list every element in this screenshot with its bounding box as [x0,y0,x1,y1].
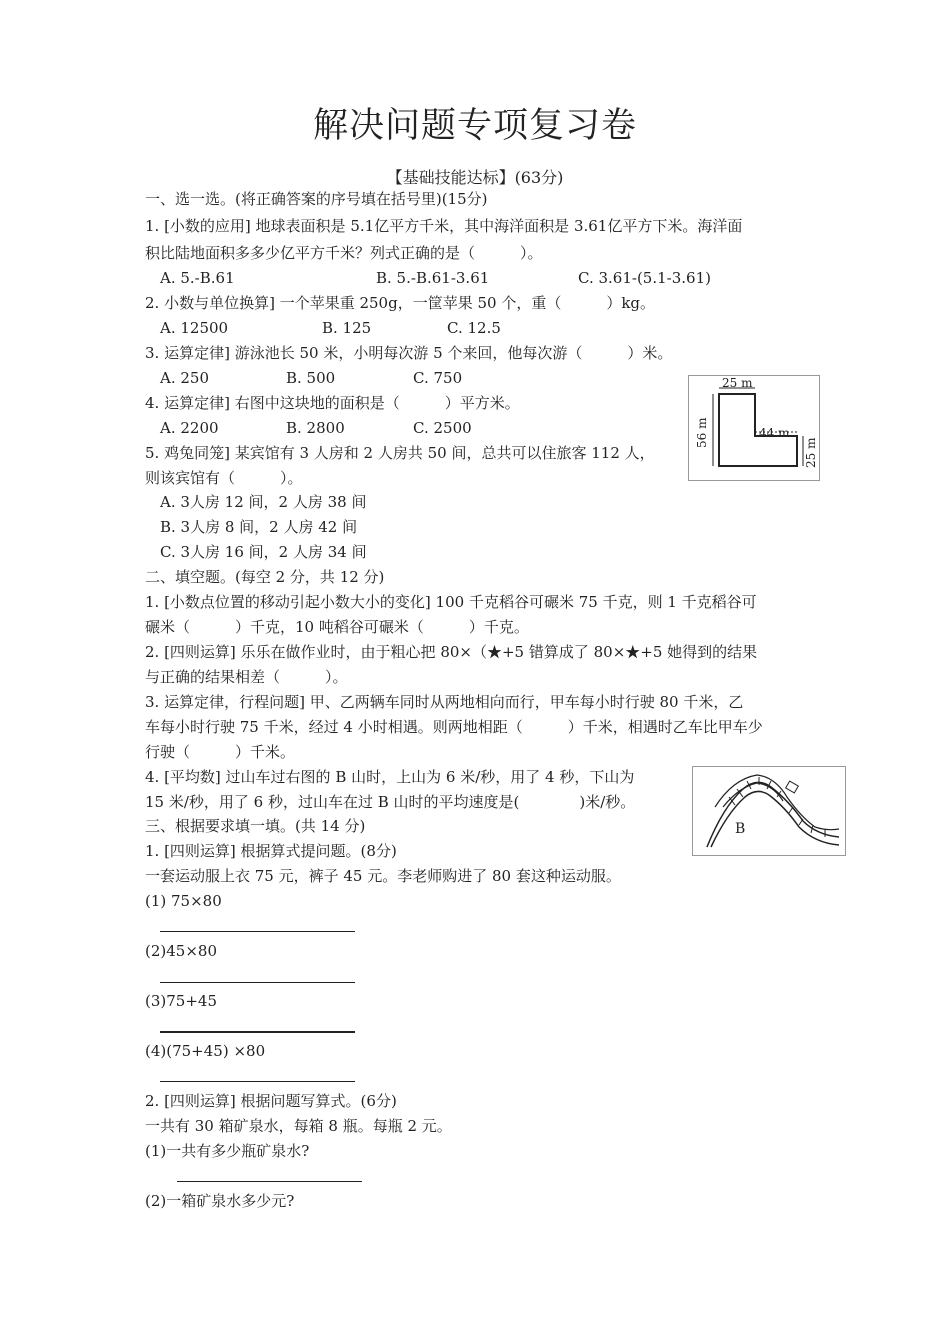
p2-q3-line2: 车每小时行驶 75 千米，经过 4 小时相遇。则两地相距（ ）千米，相遇时乙车比甲车少 [145,718,763,736]
p1-q3-option-a: A. 250 [160,369,209,387]
p3-q1-item-1: (1) 75×80 [145,892,222,910]
figure-label-b: B [735,821,746,837]
p1-q2-option-c: C. 12.5 [447,319,501,337]
figure-label-top: 25 m [722,376,753,390]
p1-q2-option-b: B. 125 [322,319,372,337]
p1-q1-line2: 积比陆地面积多多少亿平方千米？列式正确的是（ ）。 [145,244,543,262]
p3-q1-item-3: (3)75+45 [145,992,217,1010]
p3-q2-item-1: (1)一共有多少瓶矿泉水? [145,1142,310,1160]
p1-q2: 2. 小数与单位换算] 一个苹果重 250g，一筐苹果 50 个，重（ ）kg。 [145,294,656,312]
p2-q1-line2: 碾米（ ）千克，10 吨稻谷可碾米（ ）千克。 [145,618,529,636]
p2-q3-line3: 行驶（ ）千米。 [145,743,296,761]
p3-q2-item-2: (2)一箱矿泉水多少元? [145,1192,295,1210]
p1-q3-option-c: C. 750 [413,369,463,387]
p2-q2-line2: 与正确的结果相差（ ）。 [145,668,348,686]
p1-q3: 3. 运算定律] 游泳池长 50 米，小明每次游 5 个来回，他每次游（ ）米。 [145,344,673,362]
figure-label-left: 56 m [695,417,709,448]
p2-q1-line1: 1. [小数点位置的移动引起小数大小的变化] 100 千克稻谷可碾米 75 千克，则 1 千克稻谷可 [145,593,757,611]
p1-q4-option-b: B. 2800 [286,419,345,437]
p2-q4-line2: 15 米/秒，用了 6 秒，过山车在过 B 山时的平均速度是( )米/秒。 [145,793,636,811]
p2-q3-line1: 3. 运算定律，行程问题] 甲、乙两辆车同时从两地相向而行，甲车每小时行驶 80 千米，乙 [145,693,744,711]
answer-line [160,1031,355,1033]
p3-q2-context: 一共有 30 箱矿泉水，每箱 8 瓶。每瓶 2 元。 [145,1117,452,1135]
figure-label-right: 25 m [804,437,818,468]
p3-q1-heading: 1. [四则运算] 根据算式提问题。(8分) [145,842,397,860]
p1-q2-option-a: A. 12500 [160,319,229,337]
l-shape-figure [688,375,820,481]
p2-q4-line1: 4. [平均数] 过山车过右图的 B 山时，上山为 6 米/秒，用了 4 秒，下山为 [145,768,635,786]
answer-line [160,982,355,983]
section-heading: 【基础技能达标】(63分) [386,168,564,187]
p1-q1-option-b: B. 5.-B.61-3.61 [376,269,490,287]
p1-q3-option-b: B. 500 [286,369,336,387]
p1-q5-line1: 5. 鸡兔同笼] 某宾馆有 3 人房和 2 人房共 50 间，总共可以住旅客 112 人， [145,444,655,462]
p1-q1-option-c: C. 3.61-(5.1-3.61) [578,269,711,287]
roller-coaster-figure [692,766,846,856]
p3-q1-item-2: (2)45×80 [145,942,217,960]
figure-label-middle: 44 m [759,426,790,440]
p3-q2-heading: 2. [四则运算] 根据问题写算式。(6分) [145,1092,397,1110]
answer-line [177,1181,362,1182]
part1-heading: 一、选一选。(将正确答案的序号填在括号里)(15分) [145,190,488,208]
p3-q1-item-4: (4)(75+45) ×80 [145,1042,266,1060]
p1-q4-option-c: C. 2500 [413,419,472,437]
p1-q5-option-c: C. 3人房 16 间，2 人房 34 间 [160,543,367,561]
p1-q1-option-a: A. 5.-B.61 [160,269,235,287]
p3-q1-context: 一套运动服上衣 75 元，裤子 45 元。李老师购进了 80 套这种运动服。 [145,867,621,885]
p1-q5-option-b: B. 3人房 8 间，2 人房 42 间 [160,518,358,536]
page-title: 解决问题专项复习卷 [312,106,637,146]
roller-coaster-diagram [693,767,845,855]
p1-q4-option-a: A. 2200 [160,419,219,437]
p1-q1-line1: 1. [小数的应用] 地球表面积是 5.1亿平方千米，其中海洋面积是 3.61亿平方下米。海洋面 [145,217,743,235]
p2-q2-line1: 2. [四则运算] 乐乐在做作业时，由于粗心把 80×（★+5 错算成了 80×★+5 她得到的结果 [145,643,758,661]
part3-heading: 三、根据要求填一填。(共 14 分) [145,817,366,835]
part2-heading: 二、填空题。(每空 2 分，共 12 分) [145,568,385,586]
p1-q5-option-a: A. 3人房 12 间，2 人房 38 间 [160,493,367,511]
answer-line [160,931,355,932]
p1-q5-line2: 则该宾馆有（ ）。 [145,469,303,487]
answer-line [160,1081,355,1082]
p1-q4: 4. 运算定律] 右图中这块地的面积是（ ）平方米。 [145,394,520,412]
l-shape-diagram [689,376,819,480]
